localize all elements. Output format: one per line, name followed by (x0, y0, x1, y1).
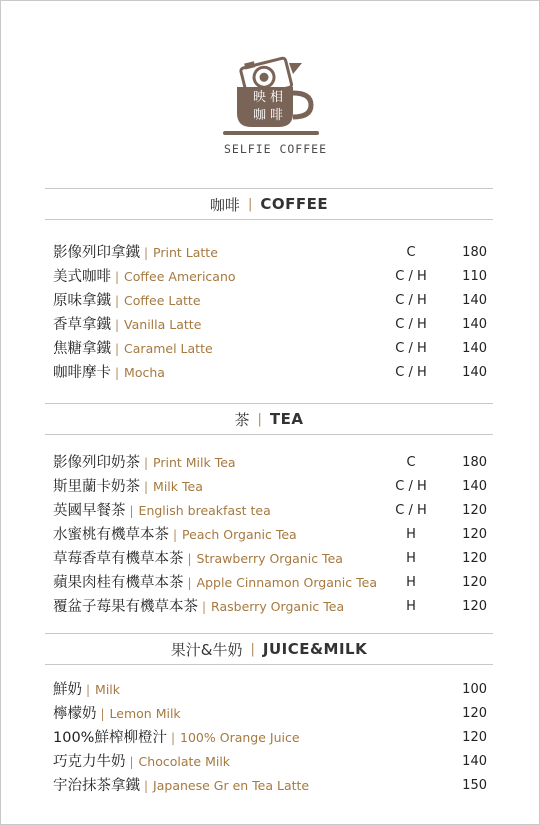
item-price: 180 (462, 455, 487, 470)
item-price: 120 (462, 599, 487, 614)
item-price: 140 (462, 479, 487, 494)
item-name-cn: 美式咖啡 (53, 269, 111, 285)
item-price: 120 (462, 503, 487, 518)
menu-item: 巧克力牛奶 | Chocolate Milk 140 (53, 750, 487, 774)
menu-item: 原味拿鐵 | Coffee Latte C / H 140 (53, 289, 487, 313)
divider-bar: | (250, 641, 255, 657)
item-price: 180 (462, 245, 487, 260)
item-temperature: H (406, 599, 416, 614)
item-name-en: English breakfast tea (138, 503, 271, 518)
item-name-cn: 檸檬奶 (53, 706, 97, 722)
item-name-en: Milk (95, 682, 121, 697)
item-name-en: Vanilla Latte (124, 317, 202, 332)
item-name-en: Coffee Americano (124, 269, 236, 284)
section-title-cn: 茶 (234, 410, 250, 429)
item-name-en: 100% Orange Juice (180, 730, 300, 745)
item-price: 100 (462, 682, 487, 697)
item-price: 150 (462, 778, 487, 793)
item-name-cn: 覆盆子莓果有機草本茶 (53, 599, 198, 615)
item-temperature: C / H (395, 293, 427, 308)
item-temperature: H (406, 575, 416, 590)
logo-chinese-line1: 映相 (253, 90, 288, 105)
item-name-en: Strawberry Organic Tea (196, 551, 343, 566)
item-price: 120 (462, 730, 487, 745)
item-name-cn: 影像列印拿鐵 (53, 245, 140, 261)
menu-item: 草莓香草有機草本茶 | Strawberry Organic Tea H 120 (53, 547, 487, 571)
item-temperature: C (406, 455, 416, 470)
item-name-en: Lemon Milk (109, 706, 181, 721)
item-name-cn: 水蜜桃有機草本茶 (53, 527, 169, 543)
menu-item: 香草拿鐵 | Vanilla Latte C / H 140 (53, 313, 487, 337)
logo-chinese-line2: 咖啡 (253, 108, 288, 123)
logo-english-name: SELFIE COFFEE (224, 142, 328, 156)
item-name-en: Mocha (124, 365, 165, 380)
item-name-en: Chocolate Milk (138, 754, 231, 769)
section-title-en: COFFEE (260, 195, 329, 213)
item-name-en: Coffee Latte (124, 293, 201, 308)
menu-item: 蘋果肉桂有機草本茶 | Apple Cinnamon Organic Tea H 120 (53, 571, 487, 595)
item-temperature: C / H (395, 341, 427, 356)
menu-item: 斯里蘭卡奶茶 | Milk Tea C / H 140 (53, 475, 487, 499)
item-name-cn: 原味拿鐵 (53, 293, 111, 309)
item-name-cn: 焦糖拿鐵 (53, 341, 111, 357)
item-name-cn: 斯里蘭卡奶茶 (53, 479, 140, 495)
item-name-cn: 草莓香草有機草本茶 (53, 551, 184, 567)
item-price: 140 (462, 293, 487, 308)
item-name-cn: 宇治抹茶拿鐵 (53, 778, 140, 794)
item-name-en: Print Milk Tea (153, 455, 236, 470)
item-price: 120 (462, 575, 487, 590)
item-name-cn: 香草拿鐵 (53, 317, 111, 333)
item-name-en: Japanese Gr en Tea Latte (153, 778, 310, 793)
item-name-cn: 鮮奶 (53, 682, 82, 698)
item-name-cn: 影像列印奶茶 (53, 455, 140, 471)
item-price: 120 (462, 706, 487, 721)
item-name-cn: 英國早餐茶 (53, 503, 126, 519)
item-price: 140 (462, 754, 487, 769)
item-name-cn: 巧克力牛奶 (53, 754, 126, 770)
item-price: 110 (462, 269, 487, 284)
section-title-en: JUICE&MILK (262, 640, 368, 658)
item-temperature: C / H (395, 269, 427, 284)
item-name-cn: 100%鮮榨柳橙汁 (53, 730, 167, 746)
item-name-cn: 蘋果肉桂有機草本茶 (53, 575, 184, 591)
divider-bar: | (257, 411, 262, 427)
divider-bar: | (247, 196, 253, 212)
menu-item: 焦糖拿鐵 | Caramel Latte C / H 140 (53, 337, 487, 361)
item-price: 120 (462, 551, 487, 566)
item-temperature: C / H (395, 365, 427, 380)
item-temperature: C (406, 245, 416, 260)
menu-item: 水蜜桃有機草本茶 | Peach Organic Tea H 120 (53, 523, 487, 547)
section-title-cn: 咖啡 (209, 195, 240, 214)
section-header-juice-milk (45, 633, 493, 665)
menu-item: 100%鮮榨柳橙汁 | 100% Orange Juice 120 (53, 726, 487, 750)
menu-item: 影像列印拿鐵 | Print Latte C 180 (53, 241, 487, 265)
item-temperature: C / H (395, 479, 427, 494)
item-temperature: H (406, 527, 416, 542)
menu-item: 檸檬奶 | Lemon Milk 120 (53, 702, 487, 726)
item-price: 140 (462, 365, 487, 380)
item-price: 140 (462, 317, 487, 332)
item-price: 120 (462, 527, 487, 542)
item-name-cn: 咖啡摩卡 (53, 365, 111, 381)
menu-item: 影像列印奶茶 | Print Milk Tea C 180 (53, 451, 487, 475)
menu-item: 美式咖啡 | Coffee Americano C / H 110 (53, 265, 487, 289)
menu-item: 覆盆子莓果有機草本茶 | Rasberry Organic Tea H 120 (53, 595, 487, 619)
section-title-en: TEA (269, 410, 304, 428)
item-name-en: Milk Tea (153, 479, 203, 494)
menu-item: 宇治抹茶拿鐵 | Japanese Gr en Tea Latte 150 (53, 774, 487, 798)
item-name-en: Caramel Latte (124, 341, 213, 356)
menu-item: 英國早餐茶 | English breakfast tea C / H 120 (53, 499, 487, 523)
section-header-tea (45, 403, 493, 435)
item-name-en: Rasberry Organic Tea (211, 599, 345, 614)
item-temperature: C / H (395, 317, 427, 332)
item-temperature: H (406, 551, 416, 566)
item-price: 140 (462, 341, 487, 356)
item-name-en: Apple Cinnamon Organic Tea (196, 575, 377, 590)
item-temperature: C / H (395, 503, 427, 518)
item-name-en: Peach Organic Tea (182, 527, 297, 542)
section-title-cn: 果汁&牛奶 (170, 640, 243, 659)
menu-item: 咖啡摩卡 | Mocha C / H 140 (53, 361, 487, 385)
selfie-coffee-logo (201, 43, 341, 161)
menu-item: 鮮奶 | Milk 100 (53, 678, 487, 702)
item-name-en: Print Latte (153, 245, 218, 260)
section-header-coffee (45, 188, 493, 220)
